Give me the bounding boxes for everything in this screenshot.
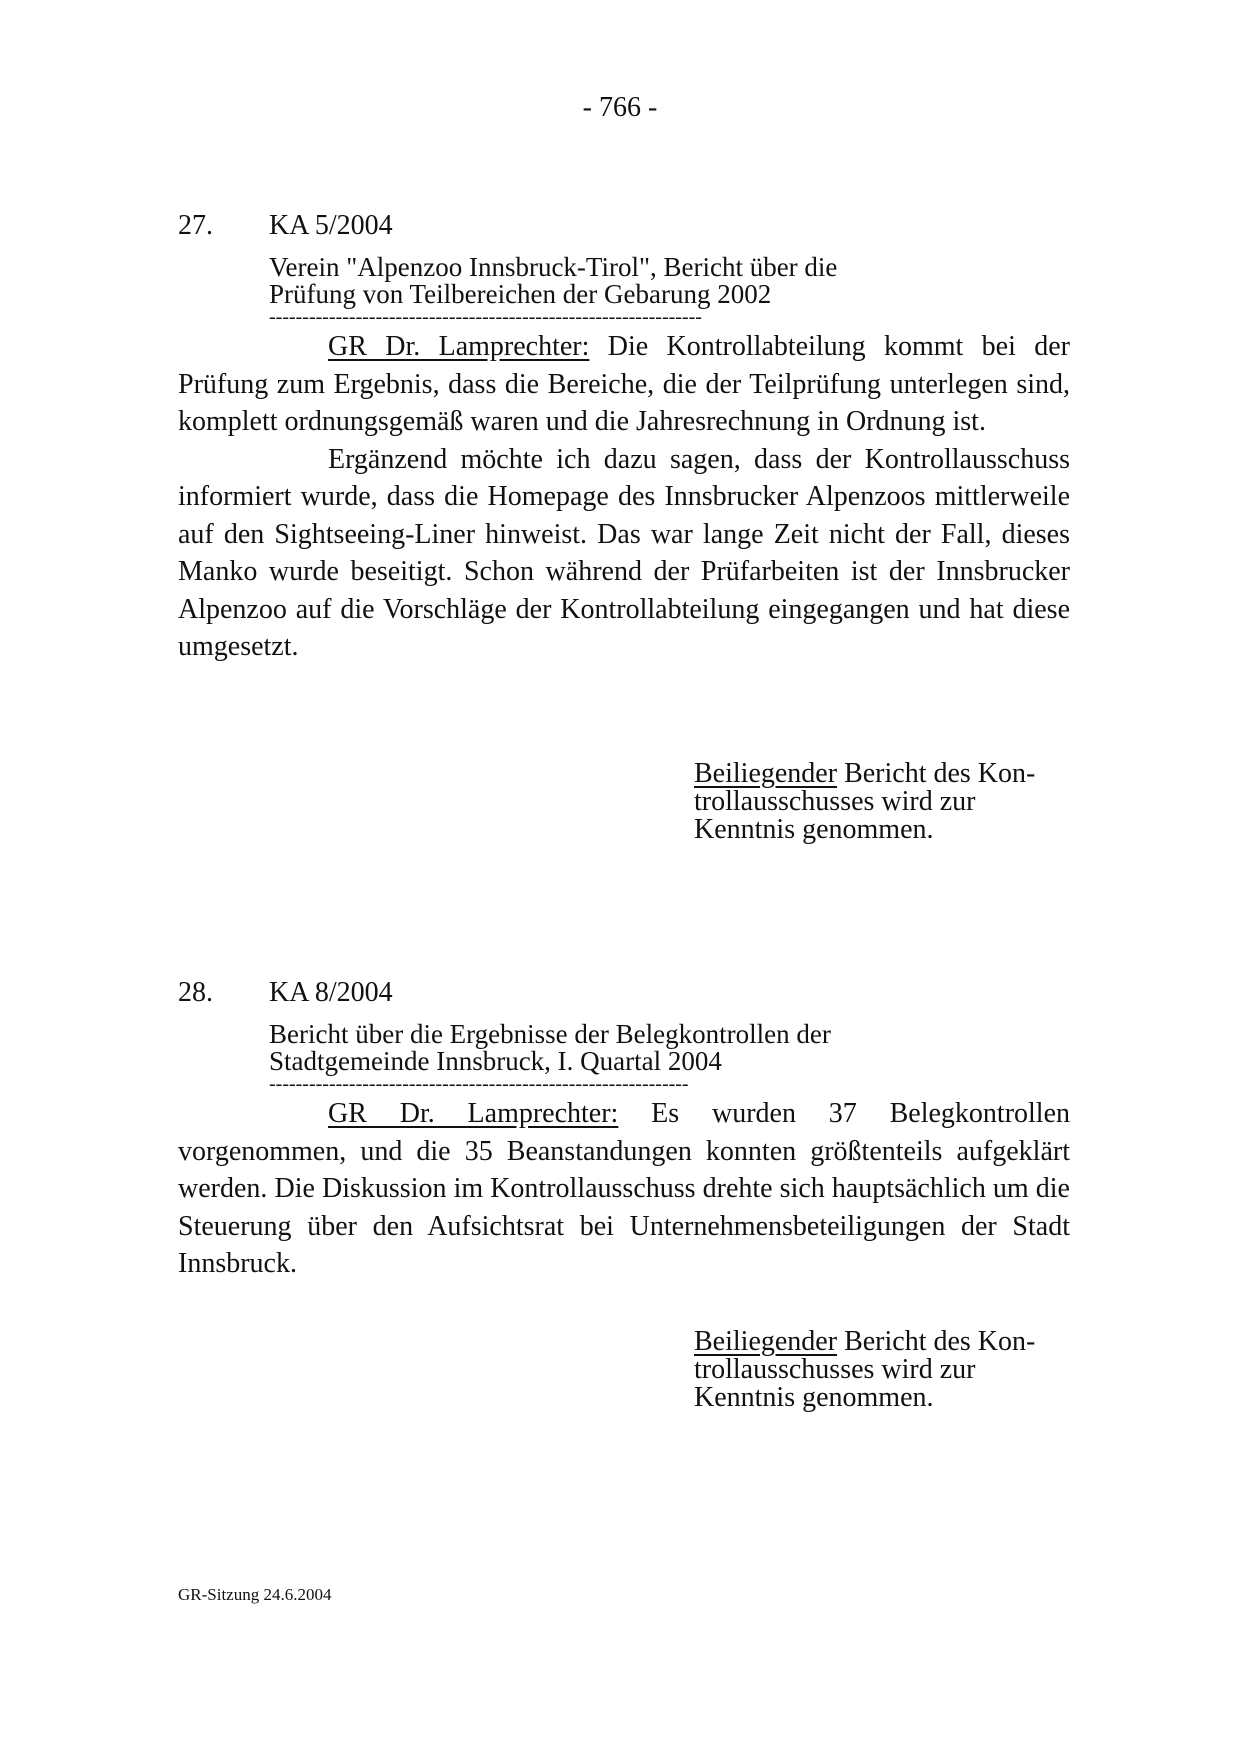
page-number: - 766 -: [582, 92, 658, 123]
resolution-line: Kenntnis genommen.: [694, 814, 934, 845]
statement-text: Es wurden 37 Belegkontrollen vorgenommen, und die 35 Beanstandungen konnten größtenteils aufgeklärt werden. Die Diskussion im Kontrollausschuss drehte sich hauptsächlich um die Steuerung über den Aufsichtsrat bei Unternehmensbeteiligungen der Stadt Innsbruck.: [178, 1098, 1070, 1279]
resolution-line: trollausschusses wird zur: [694, 1354, 976, 1385]
resolution-line: trollausschusses wird zur: [694, 786, 976, 817]
resolution-text: Bericht des Kon-: [837, 1326, 1036, 1357]
speaker-name: GR Dr. Lamprechter:: [328, 1098, 619, 1129]
agenda-item-27: [178, 210, 1070, 666]
item-reference: KA 8/2004: [269, 977, 393, 1008]
separator-dashes: ---------------------------------------------------------------: [269, 1075, 689, 1093]
resolution-line: [694, 760, 1054, 788]
item-subject: [269, 1021, 929, 1075]
statement-paragraph: [178, 1095, 1070, 1283]
item-number: 28.: [178, 977, 213, 1008]
subject-line: Prüfung von Teilbereichen der Gebarung 2002: [269, 279, 772, 309]
subject-line: Verein "Alpenzoo Innsbruck-Tirol", Bericht über die: [269, 252, 838, 282]
resolution-note: [694, 1328, 1054, 1412]
resolution-text: Bericht des Kon-: [837, 758, 1036, 789]
item-heading: [178, 977, 1070, 1017]
resolution-line: Kenntnis genommen.: [694, 1382, 934, 1413]
agenda-item-28: [178, 977, 1070, 1283]
resolution-note: [694, 760, 1054, 844]
separator-dashes: -----------------------------------------------------------------: [269, 308, 702, 326]
statement-text: Die Kontrollabteilung kommt bei der Prüfung zum Ergebnis, dass die Bereiche, die der Teilprüfung unterlegen sind, komplett ordnungsgemäß waren und die Jahresrechnung in Ordnung ist.: [178, 331, 1070, 437]
resolution-lead: Beiliegender: [694, 758, 838, 789]
footer-session-date: GR-Sitzung 24.6.2004: [178, 1585, 332, 1604]
speaker-name: GR Dr. Lamprechter:: [328, 331, 590, 362]
subject-line: Bericht über die Ergebnisse der Belegkontrollen der: [269, 1019, 831, 1049]
statement-paragraph: [178, 328, 1070, 441]
statement-paragraph: Ergänzend möchte ich dazu sagen, dass der Kontrollausschuss informiert wurde, dass die Homepage des Innsbrucker Alpenzoos mittlerweile auf den Sightseeing-Liner hinweist. Das war lange Zeit nicht der Fall, dieses Manko wurde beseitigt. Schon während der Prüfarbeiten ist der Innsbrucker Alpenzoo auf die Vorschläge der Kontrollabteilung eingegangen und hat diese umgesetzt.: [178, 443, 1070, 662]
resolution-line: [694, 1328, 1054, 1356]
item-subject: [269, 254, 929, 308]
item-reference: KA 5/2004: [269, 210, 393, 241]
resolution-lead: Beiliegender: [694, 1326, 838, 1357]
item-heading: [178, 210, 1070, 250]
item-number: 27.: [178, 210, 213, 241]
subject-line: Stadtgemeinde Innsbruck, I. Quartal 2004: [269, 1046, 722, 1076]
